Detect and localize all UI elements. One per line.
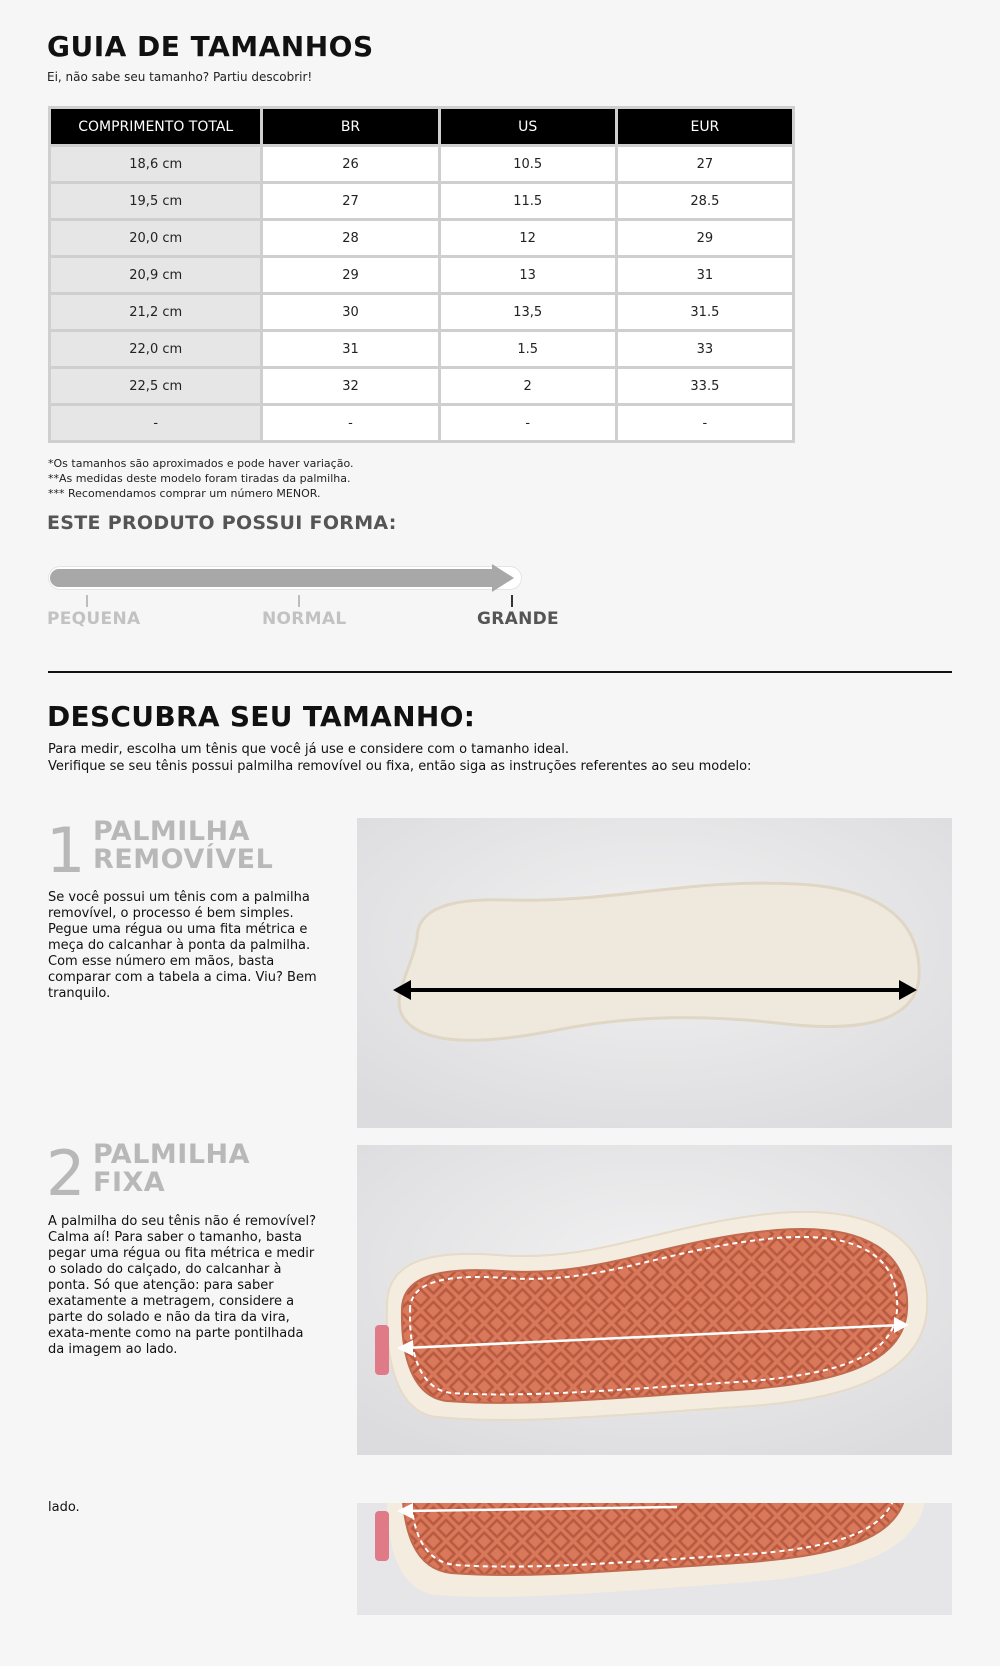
cell-br: 31 xyxy=(262,331,439,368)
fit-tick-grande xyxy=(511,595,513,607)
table-row xyxy=(50,294,794,331)
cell-br: 27 xyxy=(262,183,439,220)
fit-tick-normal xyxy=(298,595,300,607)
header-eur: EUR xyxy=(616,108,793,146)
step-1-number: 1 xyxy=(46,814,86,887)
note-2: **As medidas deste modelo foram tiradas da palmilha. xyxy=(48,472,351,485)
cell-eur: 29 xyxy=(616,220,793,257)
step-2-text: A palmilha do seu tênis não é removível? Calma aí! Para saber o tamanho, basta pegar uma régua ou fita métrica e medir o solado do calçado, do calcanhar à ponta. Só que atenção: para saber exatamente a metragem, considere a parte do solado e não da tira da vira, exata-mente como na parte pontilhada da imagem ao lado. xyxy=(48,1214,317,1357)
header-us: US xyxy=(439,108,616,146)
step-1-title xyxy=(93,818,273,874)
cell-length: 18,6 cm xyxy=(50,146,262,183)
step-2-title-line-1: PALMILHA xyxy=(93,1139,251,1170)
cell-br: 32 xyxy=(262,368,439,405)
step-1-title-line-1: PALMILHA xyxy=(93,816,251,847)
cell-us: 1.5 xyxy=(439,331,616,368)
cell-length: 22,5 cm xyxy=(50,368,262,405)
cell-eur: 33.5 xyxy=(616,368,793,405)
note-1: *Os tamanhos são aproximados e pode haver variação. xyxy=(48,457,354,470)
fit-label-normal: NORMAL xyxy=(262,609,347,629)
fixed-insole-image xyxy=(357,1145,952,1455)
fit-label-pequena: PEQUENA xyxy=(47,609,141,629)
descubra-line-1: Para medir, escolha um tênis que você já use e considere com o tamanho ideal. xyxy=(48,742,570,757)
cell-us: 11.5 xyxy=(439,183,616,220)
cell-length: - xyxy=(50,405,262,442)
cell-us: 13,5 xyxy=(439,294,616,331)
section-divider xyxy=(48,671,952,673)
table-row xyxy=(50,220,794,257)
table-row xyxy=(50,183,794,220)
cell-br: - xyxy=(262,405,439,442)
step-2-title-line-2: FIXA xyxy=(93,1167,166,1198)
note-3: *** Recomendamos comprar um número MENOR. xyxy=(48,487,321,500)
arrow-right-icon xyxy=(492,564,514,592)
fit-tick-pequena xyxy=(86,595,88,607)
size-table xyxy=(48,106,795,443)
table-row xyxy=(50,405,794,442)
insole-illustration xyxy=(357,818,952,1128)
cell-eur: - xyxy=(616,405,793,442)
fit-title: ESTE PRODUTO POSSUI FORMA: xyxy=(47,512,397,534)
removable-insole-image xyxy=(357,818,952,1128)
sole-illustration xyxy=(357,1145,952,1455)
cell-length: 20,9 cm xyxy=(50,257,262,294)
cell-eur: 27 xyxy=(616,146,793,183)
cell-us: 13 xyxy=(439,257,616,294)
fit-label-grande: GRANDE xyxy=(477,609,559,629)
guide-subtitle: Ei, não sabe seu tamanho? Partiu descobrir! xyxy=(47,70,313,84)
step-1-title-line-2: REMOVÍVEL xyxy=(93,844,274,875)
cell-eur: 31 xyxy=(616,257,793,294)
trailing-text: lado. xyxy=(48,1500,80,1515)
cell-us: 10.5 xyxy=(439,146,616,183)
cell-length: 22,0 cm xyxy=(50,331,262,368)
cell-us: 2 xyxy=(439,368,616,405)
size-notes xyxy=(48,456,353,501)
cell-eur: 28.5 xyxy=(616,183,793,220)
cell-length: 21,2 cm xyxy=(50,294,262,331)
table-row xyxy=(50,146,794,183)
cell-eur: 31.5 xyxy=(616,294,793,331)
header-br: BR xyxy=(262,108,439,146)
table-row xyxy=(50,257,794,294)
table-row xyxy=(50,331,794,368)
cell-eur: 33 xyxy=(616,331,793,368)
cell-length: 19,5 cm xyxy=(50,183,262,220)
size-table-header xyxy=(50,108,794,146)
step-2-title xyxy=(93,1141,250,1197)
descubra-instructions xyxy=(48,741,751,775)
cell-br: 28 xyxy=(262,220,439,257)
guide-title: GUIA DE TAMANHOS xyxy=(47,30,374,63)
cell-br: 30 xyxy=(262,294,439,331)
header-comprimento: COMPRIMENTO TOTAL xyxy=(50,108,262,146)
table-row xyxy=(50,368,794,405)
cell-br: 26 xyxy=(262,146,439,183)
descubra-title: DESCUBRA SEU TAMANHO: xyxy=(47,700,476,733)
fit-scale-fill xyxy=(50,569,498,587)
cell-length: 20,0 cm xyxy=(50,220,262,257)
fixed-insole-image-repeat xyxy=(357,1503,952,1615)
sole-illustration-repeat xyxy=(357,1503,952,1615)
cell-us: 12 xyxy=(439,220,616,257)
cell-us: - xyxy=(439,405,616,442)
step-1-text: Se você possui um tênis com a palmilha removível, o processo é bem simples. Pegue uma régua ou uma fita métrica e meça do calcanhar à ponta da palmilha. Com esse número em mãos, basta comparar com a tabela a cima. Viu? Bem tranquilo. xyxy=(48,890,317,1001)
descubra-line-2: Verifique se seu tênis possui palmilha removível ou fixa, então siga as instruções referentes ao seu modelo: xyxy=(48,759,752,774)
cell-br: 29 xyxy=(262,257,439,294)
step-2-number: 2 xyxy=(46,1137,86,1210)
